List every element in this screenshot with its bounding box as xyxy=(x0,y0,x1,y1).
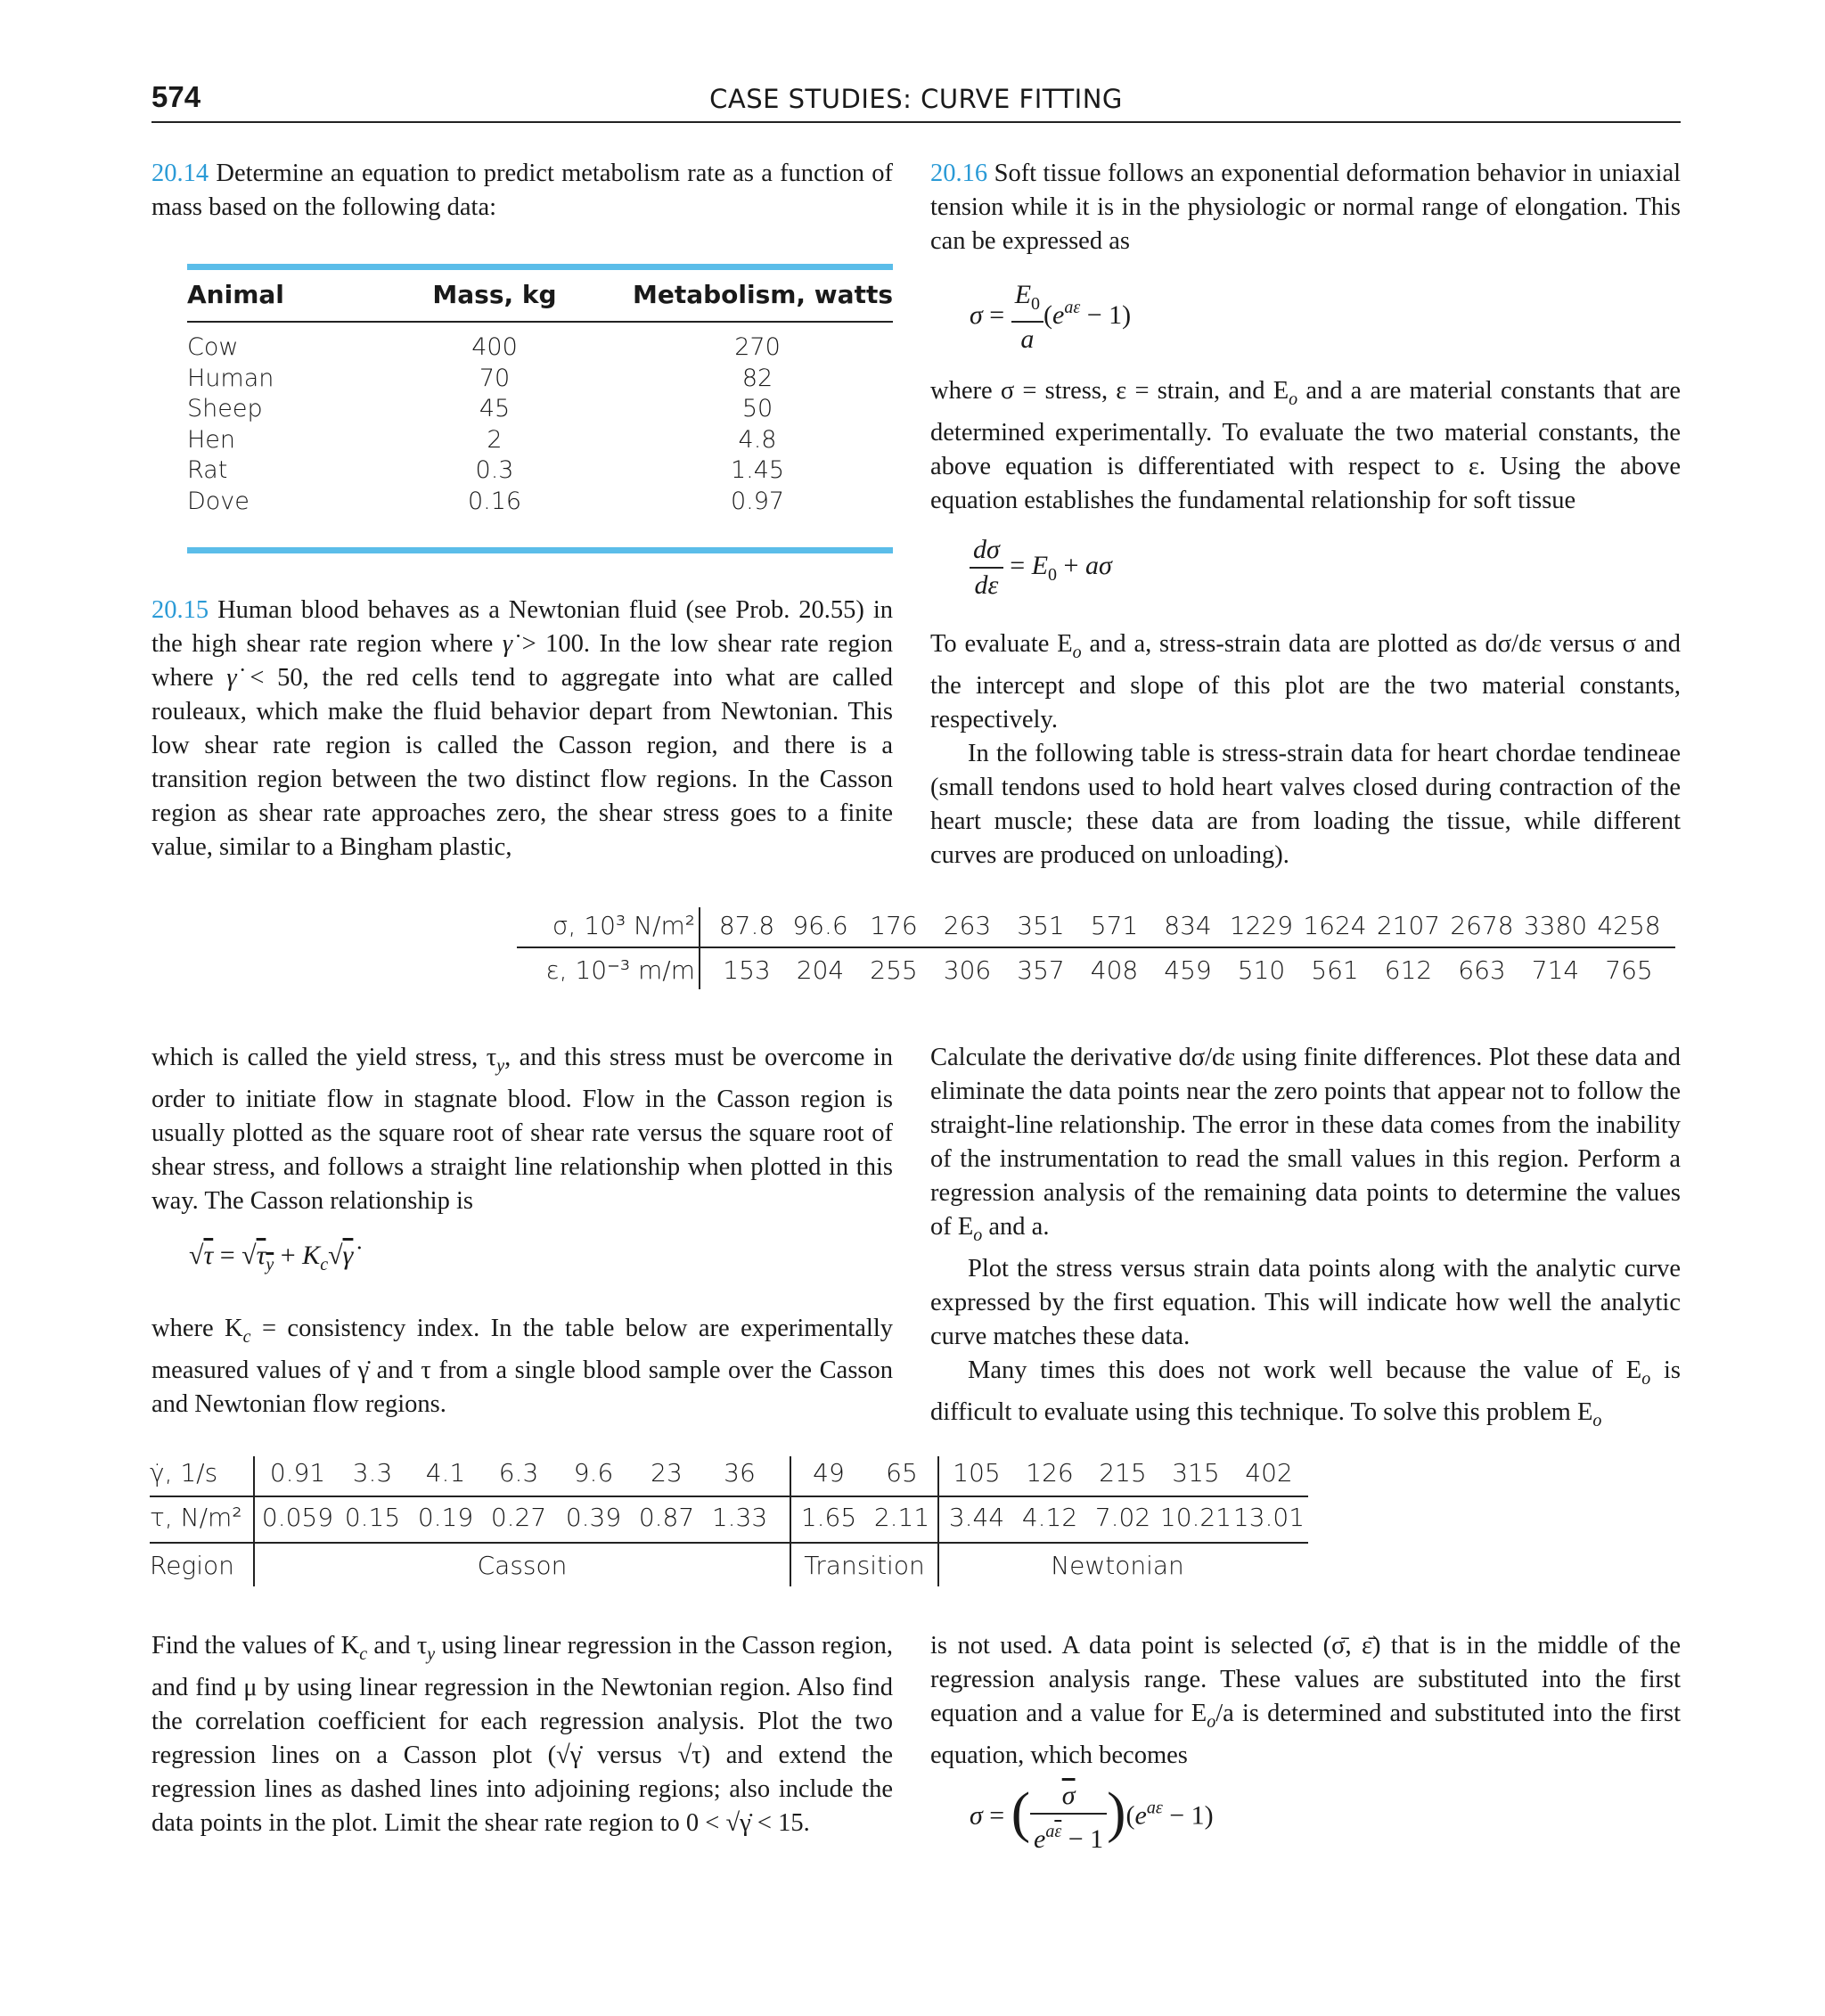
table-header-rule xyxy=(187,321,893,323)
table-horizontal-rule xyxy=(517,947,1675,948)
tau-value: 0.39 xyxy=(565,1503,622,1532)
tau-value: 0.15 xyxy=(344,1503,401,1532)
sigma-value: 4258 xyxy=(1597,911,1661,940)
epsilon-value: 153 xyxy=(723,955,771,985)
animal-cell: Hen xyxy=(187,425,236,454)
problem-20-14 xyxy=(151,157,893,225)
tau-value: 7.02 xyxy=(1094,1503,1151,1532)
sigma-value: 2107 xyxy=(1376,911,1441,940)
epsilon-value: 510 xyxy=(1237,955,1286,985)
calc-text-b: and a. xyxy=(988,1213,1050,1241)
evaluate-text-a: To evaluate E xyxy=(930,630,1073,658)
gamma-value: 105 xyxy=(953,1458,1001,1487)
sigma-row-label: σ, 10³ N/m² xyxy=(552,911,695,940)
animal-cell: Sheep xyxy=(187,395,263,422)
epsilon-value: 408 xyxy=(1090,955,1139,985)
gamma-value: 4.1 xyxy=(425,1458,466,1487)
problem-number-20-16: 20.16 xyxy=(930,160,988,187)
epsilon-value: 612 xyxy=(1384,955,1433,985)
stress-strain-table xyxy=(517,900,1675,998)
region-transition: Transition xyxy=(804,1551,925,1580)
metabolism-cell: 50 xyxy=(741,395,773,422)
find-text-c: using linear regression in the Casson region, and find μ by using linear regression in the Newtonian region. Also find the correlation coefficient for each regression analysis. Plot the two regression lines on a Casson plot (√γ̇ versus √τ) and extend the regression lines as dashed lines into adjoining regions; also include the data points in the plot. Limit the shear rate region to 0 < √γ̇ < 15. xyxy=(151,1632,894,1837)
equation-sigma-exponential: σ = $\frac{E_0}{a}$ $(e^{a\varepsilon} - 1)$ xyxy=(970,280,1132,354)
sigma-value: 87.8 xyxy=(718,911,775,940)
equation-casson: $√\tau = √\tau_y$ + $K_c√\gammȧ$ xyxy=(189,1241,354,1274)
equation-final-sigma: σ = ( $\frac{\overline{\sigma}}{e^{a\overline{\varepsilon}} - 1}$ )$(e^{a\varepsilon} - 1)$ xyxy=(970,1780,1214,1854)
page-header xyxy=(151,78,1681,123)
gamma-value: 402 xyxy=(1245,1458,1293,1487)
epsilon-value: 714 xyxy=(1531,955,1580,985)
tau-value: 0.19 xyxy=(417,1503,474,1532)
table-vrule-label xyxy=(253,1456,255,1586)
tau-value: 0.059 xyxy=(261,1503,334,1532)
epsilon-value: 204 xyxy=(796,955,845,985)
animal-cell: Human xyxy=(187,364,274,392)
not-used-paragraph: is not used. A data point is selected (σ̄, ε̄) that is in the middle of the regression analysis range. These values are substituted into the first equation and a value for $E_o/a$ is determined and substituted into the first equation, which becomes xyxy=(930,1632,1681,1769)
sigma-value: 1229 xyxy=(1229,911,1294,940)
tau-value: 2.11 xyxy=(873,1503,930,1532)
gamma-value: 9.6 xyxy=(573,1458,614,1487)
region-row-label: Region xyxy=(150,1551,234,1580)
animal-cell: Rat xyxy=(187,456,228,484)
table-bottom-rule xyxy=(187,547,893,553)
yield-text-a: which is called the yield stress, τ xyxy=(151,1044,497,1071)
gamma-row-label: γ̇, 1/s xyxy=(150,1458,218,1487)
metabolism-cell: 0.97 xyxy=(730,487,785,515)
table-vertical-rule xyxy=(699,907,700,989)
tau-value: 13.01 xyxy=(1232,1503,1305,1532)
where-text-b: and a are material constants that are determined experimentally. To evaluate the two material constants, the above equation is differentiated with respect to ε. Using the above equation establishes the fundamental relationship for soft tissue xyxy=(930,377,1682,514)
epsilon-value: 357 xyxy=(1017,955,1065,985)
yield-text-b: , and this stress must be overcome in order to initiate flow in stagnate blood. Flow in the Casson region is usually plotted as the square root of shear rate versus the square root of shear stress, and follows a straight line relationship when plotted in this way. The Casson relationship is xyxy=(151,1044,893,1215)
tau-value: 10.21 xyxy=(1159,1503,1232,1532)
sigma-value: 834 xyxy=(1164,911,1212,940)
col-header-animal: Animal xyxy=(187,280,284,309)
evaluate-text-b: and a, stress-strain data are plotted as dσ/dε versus σ and the intercept and slope of this plot are the two material constants, respectively. xyxy=(930,630,1681,733)
metabolism-cell: 270 xyxy=(734,333,781,361)
tau-value: 0.87 xyxy=(638,1503,695,1532)
equation-dsigma-deps: $\frac{d\sigma}{d\varepsilon}$ = $E_0 + a\sigma$ xyxy=(970,533,1112,602)
gamma-value: 6.3 xyxy=(498,1458,539,1487)
mass-cell: 0.16 xyxy=(467,487,522,515)
notused-text-b: /a is determined and substituted into the first equation, which becomes xyxy=(930,1700,1681,1769)
problem-number-20-15: 20.15 xyxy=(151,596,209,624)
epsilon-value: 459 xyxy=(1164,955,1212,985)
problem-number-20-14: 20.14 xyxy=(151,160,209,187)
gamma-value: 65 xyxy=(886,1458,918,1487)
tau-value: 1.33 xyxy=(711,1503,768,1532)
plot-paragraph: Plot the stress versus strain data points along with the analytic curve expressed by the first equation. This will indicate how well the analytic curve matches these data. xyxy=(930,1255,1681,1350)
epsilon-value: 765 xyxy=(1605,955,1653,985)
table-rule-2 xyxy=(150,1542,1308,1544)
gamma-value: 36 xyxy=(724,1458,756,1487)
problem-20-15-text-b: > 100. In the low shear rate region where xyxy=(151,630,894,692)
problem-20-14-text: Determine an equation to predict metabolism rate as a function of mass based on the following data: xyxy=(151,160,894,221)
sigma-value: 176 xyxy=(870,911,918,940)
many-text-b: is difficult to evaluate using this technique. To solve this problem E xyxy=(930,1356,1682,1426)
problem-20-16 xyxy=(930,157,1681,258)
gamma-value: 215 xyxy=(1099,1458,1147,1487)
epsilon-value: 306 xyxy=(943,955,992,985)
sigma-value: 3380 xyxy=(1523,911,1588,940)
gamma-value: 3.3 xyxy=(352,1458,393,1487)
gamma-value: 126 xyxy=(1026,1458,1074,1487)
tau-value: 4.12 xyxy=(1021,1503,1078,1532)
epsilon-value: 255 xyxy=(870,955,918,985)
gamma-value: 49 xyxy=(813,1458,845,1487)
metabolism-cell: 82 xyxy=(741,364,773,392)
metabolism-cell: 4.8 xyxy=(738,425,777,454)
metabolism-table xyxy=(187,264,893,553)
mass-cell: 70 xyxy=(479,364,511,392)
tau-value: 0.27 xyxy=(490,1503,547,1532)
find-text-b: and τ xyxy=(373,1632,428,1660)
calc-text-a: Calculate the derivative dσ/dε using finite differences. Plot these data and eliminate the data points near the zero points that appear not to follow the straight-line relationship. The error in these data comes from the inability of the instrumentation to read the small values in this region. Perform a regression analysis of the remaining data points to determine the values of E xyxy=(930,1044,1681,1241)
sigma-value: 96.6 xyxy=(792,911,848,940)
region-newtonian: Newtonian xyxy=(1051,1551,1184,1580)
sigma-value: 2678 xyxy=(1450,911,1514,940)
epsilon-value: 561 xyxy=(1311,955,1359,985)
where-paragraph: where σ = stress, ε = strain, and $E_o$ and a are material constants that are determined experimentally. To evaluate the two material constants, the above equation is differentiated with respect to ε. Using the above equation establishes the fundamental relationship for soft tissue xyxy=(930,377,1682,514)
page-number: 574 xyxy=(151,80,201,113)
col-header-mass: Mass, kg xyxy=(432,280,557,309)
evaluate-paragraph: To evaluate $E_o$ and a, stress-strain data are plotted as dσ/dε versus σ and the intercept and slope of this plot are the two material constants, respectively. In the following table is stress-strain data for heart chordae tendineae (small tendons used to hold heart valves closed during contraction of the heart muscle; these data are from loading the tissue, while different curves are produced on unloading). xyxy=(930,627,1681,873)
epsilon-value: 663 xyxy=(1458,955,1506,985)
gamma-value: 23 xyxy=(651,1458,683,1487)
many-text-a: Many times this does not work well because the value of E xyxy=(968,1356,1642,1384)
tau-value: 1.65 xyxy=(800,1503,857,1532)
mass-cell: 45 xyxy=(479,395,511,422)
animal-cell: Cow xyxy=(187,333,239,361)
find-text-a: Find the values of K xyxy=(151,1632,360,1660)
animal-cell: Dove xyxy=(187,487,250,515)
mass-cell: 2 xyxy=(487,425,503,454)
problem-20-15-text-c: < 50, the red cells tend to aggregate into what are called rouleaux, which make the fluid behavior depart from Newtonian. This low shear rate region is called the Casson region, and there is a transition region between the two distinct flow regions. In the Casson region as shear rate approaches zero, the shear stress goes to a finite value, similar to a Bingham plastic, xyxy=(151,664,894,861)
tau-row-label: τ, N/m² xyxy=(150,1503,242,1532)
running-title: CASE STUDIES: CURVE FITTING xyxy=(709,84,1123,114)
problem-20-15-text-a: Human blood behaves as a Newtonian fluid (see Prob. 20.55) in the high shear rate region where xyxy=(151,596,894,658)
mass-cell: 0.3 xyxy=(475,456,514,484)
mass-cell: 400 xyxy=(471,333,518,361)
blood-shear-table xyxy=(150,1456,1308,1590)
where-kc-text-b: = consistency index. In the table below are experimentally measured values of γ̇ and τ from a single blood sample over the Casson and Newtonian flow regions. xyxy=(151,1315,893,1418)
yield-paragraph: which is called the yield stress, $\tau_y$, and this stress must be overcome in order to initiate flow in stagnate blood. Flow in the Casson region is usually plotted as the square root of shear rate versus the square root of shear stress, and follows a straight line relationship when plotted in this way. The Casson relationship is xyxy=(151,1044,893,1215)
gamma-value: 0.91 xyxy=(269,1458,326,1487)
tau-value: 3.44 xyxy=(948,1503,1005,1532)
notused-text-a: is not used. A data point is selected (σ̄, ε̄) that is in the middle of the regression analysis range. These values are substituted into the first equation and a value for E xyxy=(930,1632,1681,1727)
sigma-value: 1624 xyxy=(1303,911,1367,940)
col-header-metabolism: Metabolism, watts xyxy=(632,280,893,309)
find-paragraph: Find the values of $K_c$ and $\tau_y$ using linear regression in the Casson region, and find μ by using linear regression in the Newtonian region. Also find the correlation coefficient for each regression analysis. Plot the two regression lines on a Casson plot (√γ̇ versus √τ) and extend the regression lines as dashed lines into adjoining regions; also include the data points in the plot. Limit the shear rate region to 0 < √γ̇ < 15. xyxy=(151,1632,894,1837)
region-casson: Casson xyxy=(477,1551,568,1580)
epsilon-row-label: ε, 10⁻³ m/m xyxy=(545,955,695,985)
where-kc-paragraph: where $K_c$ = consistency index. In the table below are experimentally measured values of γ̇ and τ from a single blood sample over the Casson and Newtonian flow regions. xyxy=(151,1315,893,1418)
where-text-a: where σ = stress, ε = strain, and E xyxy=(930,377,1289,405)
calculate-paragraph: Calculate the derivative dσ/dε using finite differences. Plot these data and eliminate the data points near the zero points that appear not to follow the straight-line relationship. The error in these data comes from the inability of the instrumentation to read the small values in this region. Perform a regression analysis of the remaining data points to determine the values of $E_o$ and a. Plot the stress versus strain data points along with the analytic curve expressed by the first equation. This will indicate how well the analytic curve matches these data. Many times this does not work well because the value of $E_o$ is difficult to evaluate using this technique. To solve this problem $E_o$ xyxy=(930,1044,1682,1430)
problem-20-16-text: Soft tissue follows an exponential deformation behavior in uniaxial tension while it is in the physiologic or normal range of elongation. This can be expressed as xyxy=(930,160,1682,255)
gamma-value: 315 xyxy=(1172,1458,1220,1487)
table-rule-1 xyxy=(150,1496,1308,1497)
problem-20-15: 20.15 Human blood behaves as a Newtonian fluid (see Prob. 20.55) in the high shear rate region where γ̇ > 100. In the low shear rate region where γ̇ < 50, the red cells tend to aggregate into what are called rouleaux, which make the fluid behavior depart from Newtonian. This low shear rate region is called the Casson region, and there is a transition region between the two distinct flow regions. In the Casson region as shear rate approaches zero, the shear stress goes to a finite value, similar to a Bingham plastic, xyxy=(151,596,894,861)
metabolism-cell: 1.45 xyxy=(730,456,785,484)
sigma-value: 351 xyxy=(1017,911,1065,940)
where-kc-text-a: where K xyxy=(151,1315,243,1342)
sigma-value: 263 xyxy=(943,911,992,940)
following-paragraph: In the following table is stress-strain data for heart chordae tendineae (small tendons used to hold heart valves closed during contraction of the heart muscle; these data are from loading the tissue, while different curves are produced on unloading). xyxy=(930,740,1681,869)
sigma-value: 571 xyxy=(1090,911,1139,940)
table-top-rule xyxy=(187,264,893,270)
